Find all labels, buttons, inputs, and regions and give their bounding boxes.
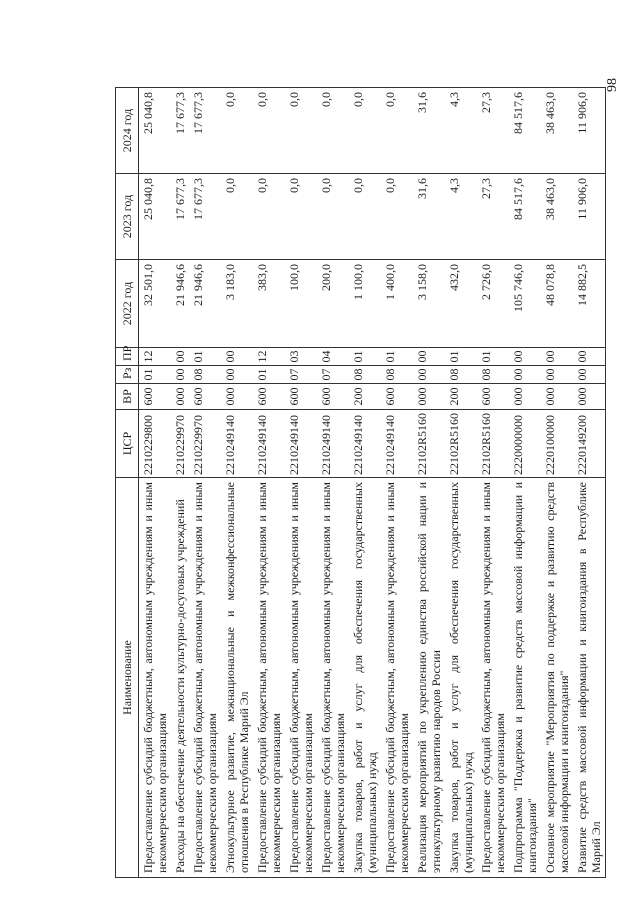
row-name: Основное мероприятие "Мероприятия по поддержке и развитию средств массовой информации и книгоиздания" (541, 478, 573, 878)
row-rz: 00 (221, 366, 253, 384)
row-value-2023: 31,6 (413, 174, 445, 260)
row-csr: 2210249140 (381, 410, 413, 478)
header-2022: 2022 год (116, 260, 139, 348)
table-row (189, 88, 221, 878)
row-value-2023: 25 040,8 (139, 174, 172, 260)
row-value-2024: 25 040,8 (139, 88, 172, 174)
table-row (317, 88, 349, 878)
row-vr: 600 (477, 384, 509, 410)
row-name: Закупка товаров, работ и услуг для обеспечения государственных (муниципальных) нужд (349, 478, 381, 878)
row-vr: 600 (189, 384, 221, 410)
row-value-2024: 0,0 (317, 88, 349, 174)
row-name: Предоставление субсидий бюджетным, автономным учреждениям и иным некоммерческим организациям (477, 478, 509, 878)
row-value-2022: 14 882,5 (573, 260, 606, 348)
row-value-2024: 38 463,0 (541, 88, 573, 174)
row-pr: 04 (317, 348, 349, 366)
row-csr: 22102R5160 (413, 410, 445, 478)
row-value-2023: 11 906,0 (573, 174, 606, 260)
budget-table-rotated (115, 88, 603, 878)
row-vr: 000 (541, 384, 573, 410)
row-vr: 000 (509, 384, 541, 410)
row-value-2024: 27,3 (477, 88, 509, 174)
row-csr: 2210249140 (317, 410, 349, 478)
row-value-2024: 17 677,3 (171, 88, 189, 174)
row-rz: 07 (317, 366, 349, 384)
header-2023: 2023 год (116, 174, 139, 260)
row-pr: 03 (285, 348, 317, 366)
row-value-2024: 4,3 (445, 88, 477, 174)
row-pr: 01 (445, 348, 477, 366)
row-value-2023: 0,0 (253, 174, 285, 260)
row-value-2022: 32 501,0 (139, 260, 172, 348)
row-value-2023: 0,0 (349, 174, 381, 260)
row-rz: 08 (349, 366, 381, 384)
table-row (221, 88, 253, 878)
row-value-2022: 1 100,0 (349, 260, 381, 348)
row-pr: 01 (477, 348, 509, 366)
row-name: Этнокультурное развитие, межнациональные и межконфессиональные отношения в Республике Марий Эл (221, 478, 253, 878)
row-vr: 600 (381, 384, 413, 410)
row-value-2022: 200,0 (317, 260, 349, 348)
row-pr: 00 (509, 348, 541, 366)
row-value-2023: 38 463,0 (541, 174, 573, 260)
row-value-2023: 84 517,6 (509, 174, 541, 260)
table-row (349, 88, 381, 878)
row-csr: 2210249140 (253, 410, 285, 478)
table-row (285, 88, 317, 878)
header-2024: 2024 год (116, 88, 139, 174)
row-value-2023: 27,3 (477, 174, 509, 260)
header-row (116, 88, 139, 878)
row-rz: 00 (509, 366, 541, 384)
row-value-2023: 0,0 (381, 174, 413, 260)
row-csr: 2220000000 (509, 410, 541, 478)
row-pr: 01 (381, 348, 413, 366)
row-value-2022: 3 183,0 (221, 260, 253, 348)
table-row (573, 88, 606, 878)
row-value-2023: 0,0 (221, 174, 253, 260)
row-value-2024: 0,0 (349, 88, 381, 174)
row-vr: 200 (349, 384, 381, 410)
row-value-2022: 3 158,0 (413, 260, 445, 348)
row-csr: 2210249140 (285, 410, 317, 478)
row-vr: 000 (573, 384, 606, 410)
table-row (171, 88, 189, 878)
row-vr: 000 (221, 384, 253, 410)
row-name: Реализация мероприятий по укреплению единства российской нации и этнокультурному развитию народов России (413, 478, 445, 878)
row-value-2023: 4,3 (445, 174, 477, 260)
row-name: Предоставление субсидий бюджетным, автономным учреждениям и иным некоммерческим организациям (317, 478, 349, 878)
row-csr: 2210229970 (171, 410, 189, 478)
row-rz: 08 (445, 366, 477, 384)
row-pr: 00 (413, 348, 445, 366)
row-name: Предоставление субсидий бюджетным, автономным учреждениям и иным некоммерческим организациям (285, 478, 317, 878)
row-value-2023: 17 677,3 (189, 174, 221, 260)
table-row (509, 88, 541, 878)
row-value-2023: 0,0 (317, 174, 349, 260)
row-value-2024: 84 517,6 (509, 88, 541, 174)
header-pr: ПР (116, 348, 139, 366)
row-pr: 00 (221, 348, 253, 366)
row-rz: 01 (139, 366, 172, 384)
row-pr: 00 (171, 348, 189, 366)
row-rz: 00 (171, 366, 189, 384)
table-row (445, 88, 477, 878)
row-value-2024: 0,0 (285, 88, 317, 174)
table-row (413, 88, 445, 878)
row-name: Предоставление субсидий бюджетным, автономным учреждениям и иным некоммерческим организациям (189, 478, 221, 878)
row-name: Подпрограмма "Поддержка и развитие средств массовой информации и книгоиздания" (509, 478, 541, 878)
row-value-2023: 17 677,3 (171, 174, 189, 260)
row-csr: 22102R5160 (445, 410, 477, 478)
header-csr: ЦСР (116, 410, 139, 478)
table-row (477, 88, 509, 878)
row-name: Развитие средств массовой информации и книгоиздания в Республике Марий Эл (573, 478, 606, 878)
header-name: Наименование (116, 478, 139, 878)
row-value-2022: 100,0 (285, 260, 317, 348)
row-csr: 22102R5160 (477, 410, 509, 478)
row-value-2022: 21 946,6 (189, 260, 221, 348)
row-pr: 00 (573, 348, 606, 366)
row-value-2022: 2 726,0 (477, 260, 509, 348)
row-csr: 2210229800 (139, 410, 172, 478)
row-rz: 08 (477, 366, 509, 384)
header-rz: Рз (116, 366, 139, 384)
table-row (253, 88, 285, 878)
row-value-2024: 0,0 (253, 88, 285, 174)
row-vr: 600 (253, 384, 285, 410)
row-value-2024: 11 906,0 (573, 88, 606, 174)
row-value-2022: 21 946,6 (171, 260, 189, 348)
row-rz: 07 (285, 366, 317, 384)
row-pr: 01 (189, 348, 221, 366)
row-csr: 2220149200 (573, 410, 606, 478)
header-vr: ВР (116, 384, 139, 410)
row-vr: 200 (445, 384, 477, 410)
row-pr: 12 (253, 348, 285, 366)
budget-table (115, 87, 606, 878)
row-rz: 00 (573, 366, 606, 384)
row-csr: 2210249140 (349, 410, 381, 478)
table-row (381, 88, 413, 878)
row-rz: 00 (541, 366, 573, 384)
table-row (139, 88, 172, 878)
row-rz: 08 (381, 366, 413, 384)
row-name: Расходы на обеспечение деятельности культурно-досуговых учреждений (171, 478, 189, 878)
row-name: Предоставление субсидий бюджетным, автономным учреждениям и иным некоммерческим организациям (381, 478, 413, 878)
row-value-2022: 48 078,8 (541, 260, 573, 348)
row-pr: 12 (139, 348, 172, 366)
row-name: Предоставление субсидий бюджетным, автономным учреждениям и иным некоммерческим организациям (139, 478, 172, 878)
row-name: Предоставление субсидий бюджетным, автономным учреждениям и иным некоммерческим организациям (253, 478, 285, 878)
row-value-2022: 432,0 (445, 260, 477, 348)
row-value-2024: 0,0 (221, 88, 253, 174)
row-vr: 000 (171, 384, 189, 410)
row-rz: 00 (413, 366, 445, 384)
row-pr: 01 (349, 348, 381, 366)
row-vr: 600 (139, 384, 172, 410)
row-value-2024: 17 677,3 (189, 88, 221, 174)
row-rz: 08 (189, 366, 221, 384)
row-value-2024: 31,6 (413, 88, 445, 174)
row-rz: 01 (253, 366, 285, 384)
row-vr: 600 (317, 384, 349, 410)
row-csr: 2210249140 (221, 410, 253, 478)
row-value-2024: 0,0 (381, 88, 413, 174)
row-value-2022: 1 400,0 (381, 260, 413, 348)
row-vr: 000 (413, 384, 445, 410)
row-csr: 2210229970 (189, 410, 221, 478)
row-name: Закупка товаров, работ и услуг для обеспечения государственных (муниципальных) нужд (445, 478, 477, 878)
row-vr: 600 (285, 384, 317, 410)
row-csr: 2220100000 (541, 410, 573, 478)
row-value-2022: 105 746,0 (509, 260, 541, 348)
row-value-2022: 383,0 (253, 260, 285, 348)
row-value-2023: 0,0 (285, 174, 317, 260)
page-number: 98 (605, 78, 620, 92)
table-row (541, 88, 573, 878)
row-pr: 00 (541, 348, 573, 366)
